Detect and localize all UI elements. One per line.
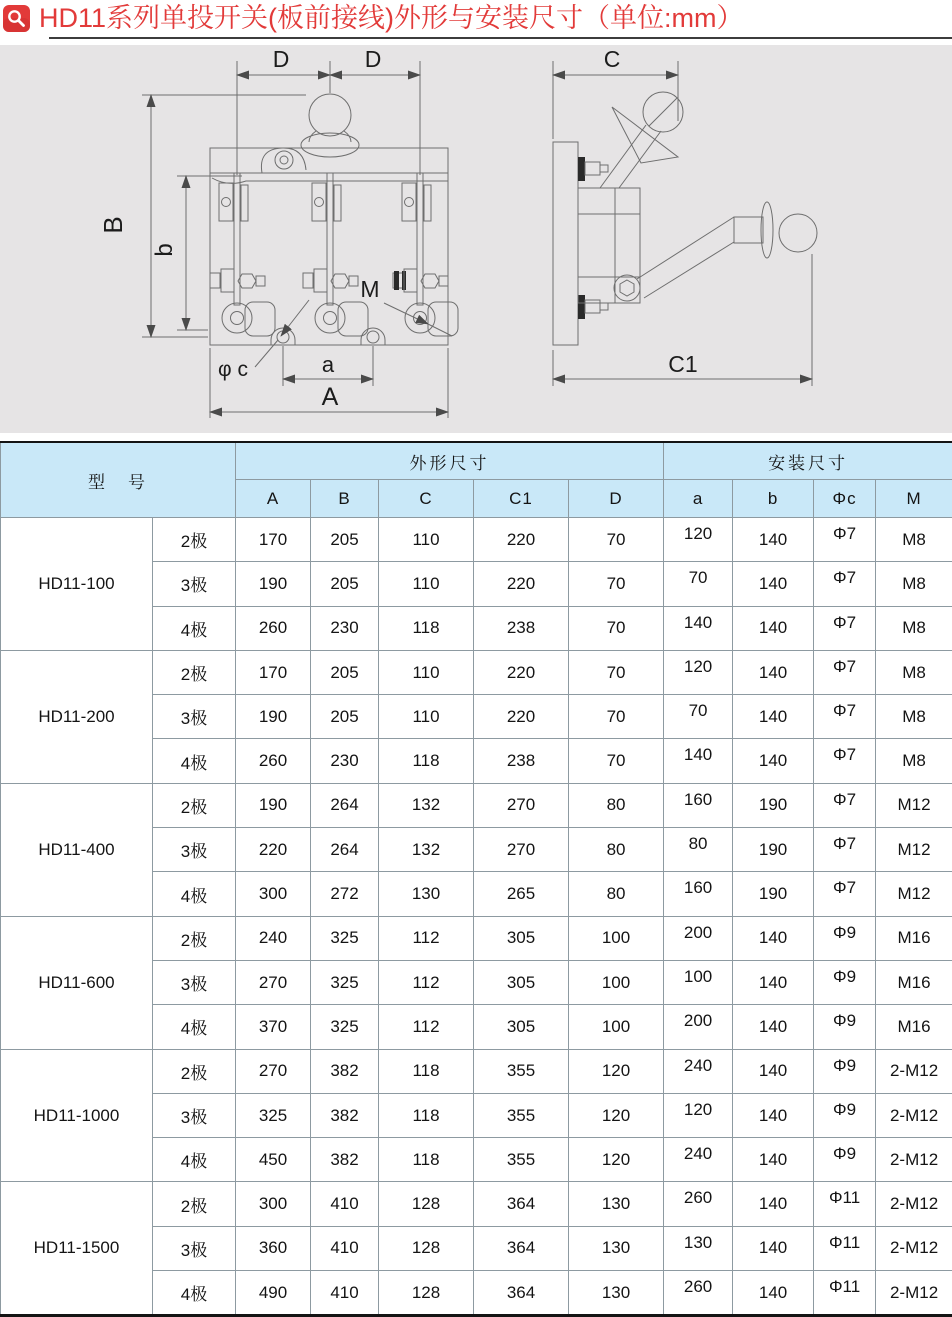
spec-row: [1, 783, 952, 827]
pole-count-cell: 4极: [153, 606, 236, 650]
value-cell-C1: 364: [474, 1271, 569, 1316]
value-cell-B: 410: [311, 1182, 379, 1226]
value-cell-A: 270: [236, 1049, 311, 1093]
value-cell-M: 2-M12: [876, 1226, 952, 1270]
value-cell-C1: 305: [474, 1005, 569, 1049]
spec-row: [1, 650, 952, 694]
value-cell-Φc: Φ7: [814, 828, 876, 872]
value-cell-C1: 364: [474, 1182, 569, 1226]
value-cell-a: 120: [664, 518, 733, 562]
value-cell-B: 410: [311, 1226, 379, 1270]
dim-label-C1: C1: [668, 351, 697, 377]
value-cell-C: 118: [379, 1049, 474, 1093]
dim-label-A: A: [322, 383, 339, 411]
dim-label-B: B: [98, 216, 128, 233]
value-cell-C: 118: [379, 1093, 474, 1137]
value-cell-Φc: Φ7: [814, 606, 876, 650]
value-cell-Φc: Φ11: [814, 1226, 876, 1270]
value-cell-a: 140: [664, 606, 733, 650]
pole-count-cell: 2极: [153, 650, 236, 694]
value-cell-A: 360: [236, 1226, 311, 1270]
pole-count-cell: 4极: [153, 872, 236, 916]
value-cell-C: 118: [379, 1138, 474, 1182]
value-cell-b: 140: [733, 739, 814, 783]
value-cell-D: 100: [569, 916, 664, 960]
value-cell-b: 140: [733, 916, 814, 960]
value-cell-D: 70: [569, 606, 664, 650]
header-col-C: C: [379, 480, 474, 518]
value-cell-a: 120: [664, 650, 733, 694]
pole-count-cell: 3极: [153, 562, 236, 606]
value-cell-C1: 220: [474, 562, 569, 606]
title-divider: [49, 37, 952, 39]
value-cell-A: 190: [236, 783, 311, 827]
value-cell-a: 120: [664, 1093, 733, 1137]
value-cell-A: 190: [236, 695, 311, 739]
pole-count-cell: 3极: [153, 828, 236, 872]
value-cell-D: 80: [569, 828, 664, 872]
pole-count-cell: 4极: [153, 739, 236, 783]
upper-lever-side: [600, 92, 683, 188]
value-cell-b: 140: [733, 562, 814, 606]
value-cell-a: 160: [664, 783, 733, 827]
technical-drawing-svg: [0, 45, 952, 433]
value-cell-A: 220: [236, 828, 311, 872]
value-cell-M: 2-M12: [876, 1049, 952, 1093]
value-cell-M: M8: [876, 695, 952, 739]
value-cell-b: 190: [733, 828, 814, 872]
value-cell-b: 140: [733, 518, 814, 562]
value-cell-Φc: Φ7: [814, 783, 876, 827]
value-cell-C: 118: [379, 606, 474, 650]
switch-body-front: [210, 148, 448, 345]
value-cell-M: 2-M12: [876, 1093, 952, 1137]
dim-label-phi-c: φ c: [218, 358, 248, 381]
value-cell-b: 190: [733, 872, 814, 916]
value-cell-B: 382: [311, 1049, 379, 1093]
value-cell-M: M16: [876, 916, 952, 960]
value-cell-C: 112: [379, 960, 474, 1004]
value-cell-C: 110: [379, 650, 474, 694]
header-group-row: [1, 442, 952, 480]
model-name-cell: HD11-100: [1, 518, 153, 651]
value-cell-a: 70: [664, 695, 733, 739]
pole-count-cell: 4极: [153, 1271, 236, 1316]
dim-label-b: b: [151, 243, 178, 256]
value-cell-B: 205: [311, 695, 379, 739]
value-cell-a: 140: [664, 739, 733, 783]
value-cell-C1: 238: [474, 606, 569, 650]
pole-count-cell: 3极: [153, 1226, 236, 1270]
value-cell-B: 205: [311, 650, 379, 694]
value-cell-C1: 355: [474, 1049, 569, 1093]
value-cell-a: 70: [664, 562, 733, 606]
value-cell-C: 110: [379, 695, 474, 739]
value-cell-B: 264: [311, 783, 379, 827]
value-cell-C1: 305: [474, 960, 569, 1004]
value-cell-B: 230: [311, 739, 379, 783]
value-cell-M: M16: [876, 960, 952, 1004]
value-cell-C1: 220: [474, 518, 569, 562]
value-cell-D: 120: [569, 1093, 664, 1137]
value-cell-b: 140: [733, 1138, 814, 1182]
value-cell-a: 200: [664, 916, 733, 960]
value-cell-M: 2-M12: [876, 1271, 952, 1316]
value-cell-B: 382: [311, 1138, 379, 1182]
value-cell-Φc: Φ11: [814, 1271, 876, 1316]
header-col-a: a: [664, 480, 733, 518]
header-col-A: A: [236, 480, 311, 518]
value-cell-C: 128: [379, 1182, 474, 1226]
value-cell-D: 130: [569, 1182, 664, 1226]
dim-label-M: M: [360, 276, 379, 302]
value-cell-Φc: Φ9: [814, 960, 876, 1004]
value-cell-A: 450: [236, 1138, 311, 1182]
value-cell-b: 140: [733, 606, 814, 650]
pole-count-cell: 2极: [153, 1182, 236, 1226]
value-cell-B: 325: [311, 1005, 379, 1049]
value-cell-b: 140: [733, 1093, 814, 1137]
value-cell-D: 70: [569, 562, 664, 606]
value-cell-B: 325: [311, 916, 379, 960]
pole-count-cell: 4极: [153, 1005, 236, 1049]
model-name-cell: HD11-200: [1, 650, 153, 783]
value-cell-B: 325: [311, 960, 379, 1004]
value-cell-M: M8: [876, 739, 952, 783]
value-cell-D: 130: [569, 1271, 664, 1316]
value-cell-B: 205: [311, 518, 379, 562]
value-cell-C: 132: [379, 828, 474, 872]
value-cell-C1: 305: [474, 916, 569, 960]
model-name-cell: HD11-600: [1, 916, 153, 1049]
header-col-D: D: [569, 480, 664, 518]
value-cell-A: 325: [236, 1093, 311, 1137]
value-cell-C: 128: [379, 1226, 474, 1270]
header-col-b: b: [733, 480, 814, 518]
value-cell-Φc: Φ9: [814, 1049, 876, 1093]
spec-table-body: [1, 518, 952, 1316]
value-cell-a: 100: [664, 960, 733, 1004]
value-cell-Φc: Φ7: [814, 695, 876, 739]
drawing-panel: [0, 45, 952, 433]
spec-row: [1, 916, 952, 960]
header-mount-group: 安装尺寸: [664, 442, 952, 480]
header-model: 型 号: [1, 442, 236, 518]
value-cell-a: 240: [664, 1138, 733, 1182]
spec-row: [1, 1049, 952, 1093]
model-name-cell: HD11-1500: [1, 1182, 153, 1316]
value-cell-a: 200: [664, 1005, 733, 1049]
value-cell-C: 110: [379, 562, 474, 606]
value-cell-C: 112: [379, 1005, 474, 1049]
value-cell-M: M12: [876, 828, 952, 872]
pole-count-cell: 2极: [153, 916, 236, 960]
value-cell-D: 80: [569, 872, 664, 916]
value-cell-b: 190: [733, 783, 814, 827]
terminal-bolts-side: [578, 157, 608, 319]
value-cell-D: 70: [569, 739, 664, 783]
value-cell-b: 140: [733, 960, 814, 1004]
value-cell-Φc: Φ9: [814, 1005, 876, 1049]
value-cell-D: 100: [569, 1005, 664, 1049]
value-cell-D: 100: [569, 960, 664, 1004]
mounting-plate-side: [553, 142, 578, 345]
switch-body-side: [578, 188, 640, 303]
value-cell-Φc: Φ7: [814, 650, 876, 694]
pole-assembly: [210, 173, 275, 336]
value-cell-D: 70: [569, 695, 664, 739]
value-cell-D: 130: [569, 1226, 664, 1270]
model-name-cell: HD11-400: [1, 783, 153, 916]
value-cell-A: 490: [236, 1271, 311, 1316]
value-cell-A: 300: [236, 872, 311, 916]
value-cell-a: 260: [664, 1271, 733, 1316]
pole-count-cell: 2极: [153, 783, 236, 827]
value-cell-C1: 220: [474, 695, 569, 739]
value-cell-b: 140: [733, 1271, 814, 1316]
value-cell-C: 132: [379, 783, 474, 827]
pole-count-cell: 2极: [153, 518, 236, 562]
value-cell-A: 260: [236, 739, 311, 783]
value-cell-Φc: Φ7: [814, 872, 876, 916]
value-cell-M: M8: [876, 650, 952, 694]
value-cell-Φc: Φ7: [814, 739, 876, 783]
value-cell-M: M12: [876, 872, 952, 916]
pole-assembly: [303, 173, 368, 336]
value-cell-C1: 355: [474, 1138, 569, 1182]
value-cell-B: 272: [311, 872, 379, 916]
value-cell-C1: 265: [474, 872, 569, 916]
front-view-drawing: [142, 61, 458, 418]
value-cell-C: 110: [379, 518, 474, 562]
value-cell-b: 140: [733, 650, 814, 694]
dimension-table-section: [0, 441, 952, 1317]
value-cell-C1: 355: [474, 1093, 569, 1137]
operating-handle-side: [614, 202, 817, 301]
dimension-table: [0, 441, 952, 1317]
spec-row: [1, 1182, 952, 1226]
value-cell-b: 140: [733, 1049, 814, 1093]
value-cell-Φc: Φ9: [814, 1093, 876, 1137]
pole-count-cell: 4极: [153, 1138, 236, 1182]
value-cell-A: 170: [236, 518, 311, 562]
value-cell-M: M8: [876, 606, 952, 650]
value-cell-b: 140: [733, 695, 814, 739]
pole-count-cell: 3极: [153, 695, 236, 739]
value-cell-a: 240: [664, 1049, 733, 1093]
value-cell-a: 80: [664, 828, 733, 872]
value-cell-B: 382: [311, 1093, 379, 1137]
value-cell-M: M16: [876, 1005, 952, 1049]
page-title: HD11系列单投开关(板前接线)外形与安装尺寸（单位:mm）: [39, 3, 744, 33]
value-cell-M: M8: [876, 518, 952, 562]
value-cell-D: 120: [569, 1138, 664, 1182]
value-cell-C: 112: [379, 916, 474, 960]
value-cell-C: 118: [379, 739, 474, 783]
model-name-cell: HD11-1000: [1, 1049, 153, 1182]
value-cell-b: 140: [733, 1005, 814, 1049]
value-cell-A: 190: [236, 562, 311, 606]
value-cell-A: 370: [236, 1005, 311, 1049]
value-cell-A: 260: [236, 606, 311, 650]
value-cell-a: 260: [664, 1182, 733, 1226]
value-cell-B: 264: [311, 828, 379, 872]
value-cell-C: 130: [379, 872, 474, 916]
value-cell-Φc: Φ9: [814, 1138, 876, 1182]
value-cell-C1: 238: [474, 739, 569, 783]
header-col-C1: C1: [474, 480, 569, 518]
header-col-B: B: [311, 480, 379, 518]
value-cell-A: 170: [236, 650, 311, 694]
dim-label-d-right: D: [365, 46, 382, 72]
value-cell-A: 300: [236, 1182, 311, 1226]
dim-label-d-left: D: [273, 46, 290, 72]
dim-label-C: C: [604, 46, 621, 72]
value-cell-C: 128: [379, 1271, 474, 1316]
value-cell-b: 140: [733, 1226, 814, 1270]
value-cell-A: 240: [236, 916, 311, 960]
side-view-drawing: [553, 61, 817, 386]
value-cell-Φc: Φ11: [814, 1182, 876, 1226]
title-bar: [3, 3, 744, 33]
value-cell-D: 70: [569, 650, 664, 694]
spec-row: [1, 518, 952, 562]
value-cell-Φc: Φ9: [814, 916, 876, 960]
value-cell-D: 70: [569, 518, 664, 562]
value-cell-A: 270: [236, 960, 311, 1004]
value-cell-C1: 270: [474, 783, 569, 827]
value-cell-B: 410: [311, 1271, 379, 1316]
value-cell-a: 130: [664, 1226, 733, 1270]
value-cell-D: 120: [569, 1049, 664, 1093]
header-col-M: M: [876, 480, 952, 518]
value-cell-D: 80: [569, 783, 664, 827]
pole-count-cell: 3极: [153, 1093, 236, 1137]
header-shape-group: 外形尺寸: [236, 442, 664, 480]
value-cell-C1: 364: [474, 1226, 569, 1270]
dim-label-a: a: [322, 352, 335, 377]
pole-count-cell: 3极: [153, 960, 236, 1004]
value-cell-a: 160: [664, 872, 733, 916]
value-cell-M: M12: [876, 783, 952, 827]
header-col-phi-c: Φc: [814, 480, 876, 518]
value-cell-b: 140: [733, 1182, 814, 1226]
value-cell-M: 2-M12: [876, 1182, 952, 1226]
pole-count-cell: 2极: [153, 1049, 236, 1093]
value-cell-C1: 220: [474, 650, 569, 694]
value-cell-M: 2-M12: [876, 1138, 952, 1182]
value-cell-Φc: Φ7: [814, 518, 876, 562]
value-cell-B: 230: [311, 606, 379, 650]
magnifier-icon: [3, 5, 30, 32]
value-cell-M: M8: [876, 562, 952, 606]
value-cell-Φc: Φ7: [814, 562, 876, 606]
value-cell-B: 205: [311, 562, 379, 606]
value-cell-C1: 270: [474, 828, 569, 872]
table-header: [1, 442, 952, 518]
